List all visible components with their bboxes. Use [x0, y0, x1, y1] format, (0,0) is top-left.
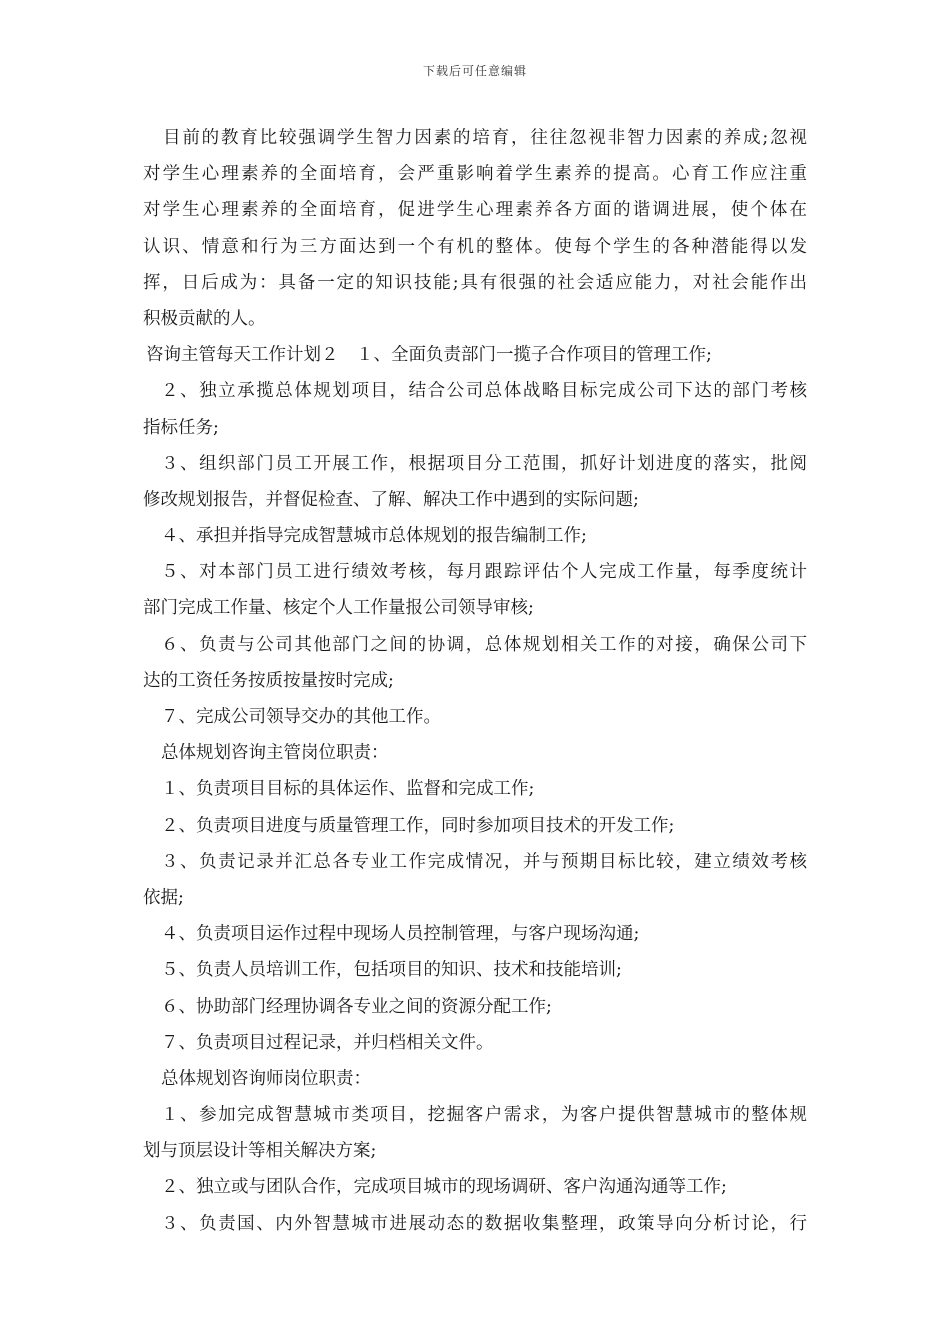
section-heading: 总体规划咨询主管岗位职责：: [161, 743, 389, 764]
list-item: ３、负责国、内外智慧城市进展动态的数据收集整理，政策导向分析讨论，行: [161, 1213, 807, 1234]
paragraph-line: 认识、情意和行为三方面达到一个有机的整体。使每个学生的各种潜能得以发: [143, 236, 807, 257]
list-item: ５、负责人员培训工作，包括项目的知识、技术和技能培训;: [161, 960, 622, 981]
paragraph-line: 对学生心理素养的全面培育，会严重影响着学生素养的提高。心育工作应注重: [143, 164, 807, 185]
list-item: ３、负责记录并汇总各专业工作完成情况，并与预期目标比较，建立绩效考核: [161, 851, 807, 872]
section-heading: 咨询主管每天工作计划２ １、全面负责部门一揽子合作项目的管理工作;: [146, 345, 712, 366]
list-item: ５、对本部门员工进行绩效考核，每月跟踪评估个人完成工作量，每季度统计: [161, 562, 807, 583]
paragraph-line: 对学生心理素养的全面培育，促进学生心理素养各方面的谐调进展，使个体在: [143, 200, 807, 221]
list-item: ２、负责项目进度与质量管理工作，同时参加项目技术的开发工作;: [161, 815, 675, 836]
list-item-continuation: 部门完成工作量、核定个人工作量报公司领导审核;: [143, 598, 534, 619]
list-item: ２、独立承揽总体规划项目，结合公司总体战略目标完成公司下达的部门考核: [161, 381, 807, 402]
list-item-continuation: 修改规划报告，并督促检查、了解、解决工作中遇到的实际问题;: [143, 489, 639, 510]
list-item-continuation: 指标任务;: [143, 417, 219, 438]
paragraph-line: 积极贡献的人。: [143, 308, 266, 329]
list-item-continuation: 依据;: [143, 887, 184, 908]
paragraph-line: 挥，日后成为：具备一定的知识技能;具有很强的社会适应能力，对社会能作出: [143, 272, 807, 293]
list-item-continuation: 划与顶层设计等相关解决方案;: [143, 1141, 377, 1162]
page-header: 下载后可任意编辑: [422, 64, 527, 78]
section-heading: 总体规划咨询师岗位职责：: [161, 1068, 371, 1089]
list-item: ６、协助部门经理协调各专业之间的资源分配工作;: [161, 996, 552, 1017]
list-item: ３、组织部门员工开展工作，根据项目分工范围，抓好计划进度的落实，批阅: [161, 453, 807, 474]
paragraph-line: 目前的教育比较强调学生智力因素的培育，往往忽视非智力因素的养成;忽视: [163, 128, 807, 148]
list-item: ６、负责与公司其他部门之间的协调，总体规划相关工作的对接，确保公司下: [161, 634, 807, 655]
list-item: １、参加完成智慧城市类项目，挖掘客户需求，为客户提供智慧城市的整体规: [161, 1105, 807, 1126]
document-body: [143, 120, 807, 1242]
list-item: ４、承担并指导完成智慧城市总体规划的报告编制工作;: [161, 526, 587, 547]
list-item-continuation: 达的工资任务按质按量按时完成;: [143, 670, 394, 691]
list-item: ２、独立或与团队合作，完成项目城市的现场调研、客户沟通沟通等工作;: [161, 1177, 727, 1198]
list-item: １、负责项目目标的具体运作、监督和完成工作;: [161, 779, 535, 800]
list-item: ７、完成公司领导交办的其他工作。: [161, 707, 441, 727]
list-item: ４、负责项目运作过程中现场人员控制管理，与客户现场沟通;: [161, 924, 640, 945]
list-item: ７、负责项目过程记录，并归档相关文件。: [161, 1032, 494, 1053]
